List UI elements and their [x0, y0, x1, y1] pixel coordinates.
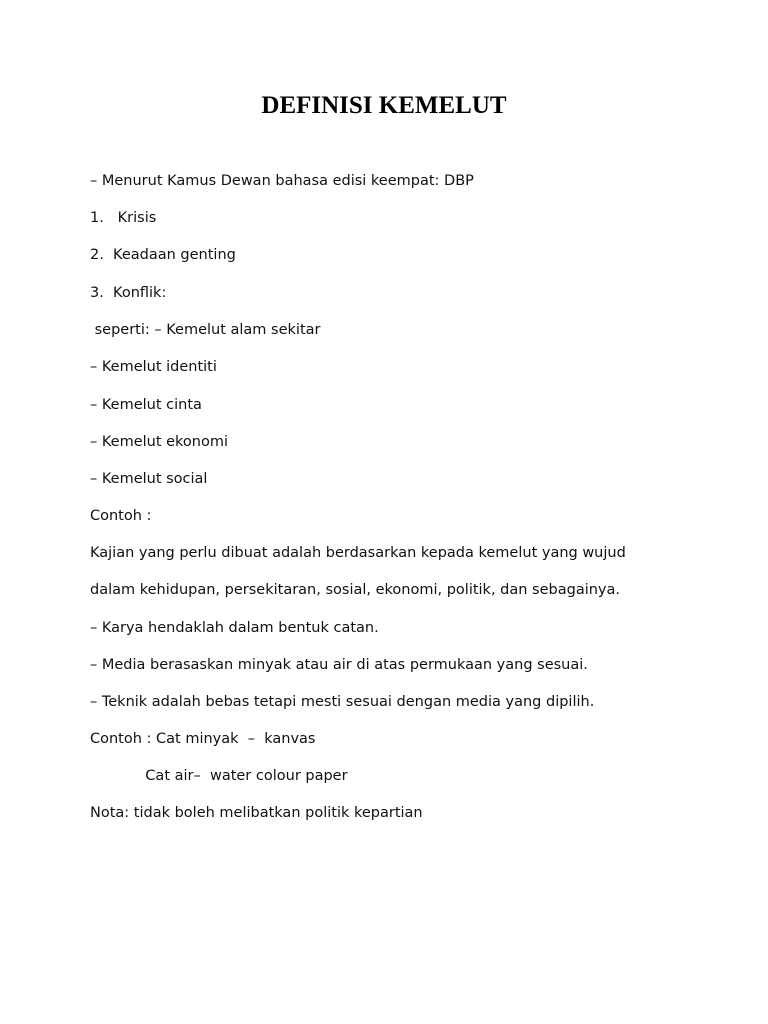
example-item: – Kemelut ekonomi: [90, 434, 229, 450]
contoh-heading: Contoh :: [90, 508, 152, 524]
rule-item: – Media berasaskan minyak atau air di atas permukaan yang sesuai.: [90, 657, 588, 673]
examples-intro: seperti: – Kemelut alam sekitar: [90, 322, 321, 338]
example-item: – Kemelut social: [90, 471, 208, 487]
note-line: Nota: tidak boleh melibatkan politik kepartian: [90, 805, 423, 821]
page-title: DEFINISI KEMELUT: [261, 92, 507, 119]
definition-item-1: 1. Krisis: [90, 210, 157, 226]
paragraph-line: Kajian yang perlu dibuat adalah berdasarkan kepada kemelut yang wujud: [90, 545, 626, 561]
definition-item-2: 2. Keadaan genting: [90, 247, 236, 263]
paragraph-line: dalam kehidupan, persekitaran, sosial, ekonomi, politik, dan sebagainya.: [90, 582, 621, 598]
example-item: – Kemelut cinta: [90, 397, 202, 413]
rule-item: – Karya hendaklah dalam bentuk catan.: [90, 620, 379, 636]
source-line: – Menurut Kamus Dewan bahasa edisi keempat: DBP: [90, 173, 474, 189]
rule-item: – Teknik adalah bebas tetapi mesti sesuai dengan media yang dipilih.: [90, 694, 595, 710]
definition-item-3: 3. Konflik:: [90, 285, 167, 301]
media-example: Contoh : Cat minyak – kanvas: [90, 731, 316, 747]
example-item: – Kemelut identiti: [90, 359, 217, 375]
media-example: Cat air– water colour paper: [90, 768, 348, 784]
